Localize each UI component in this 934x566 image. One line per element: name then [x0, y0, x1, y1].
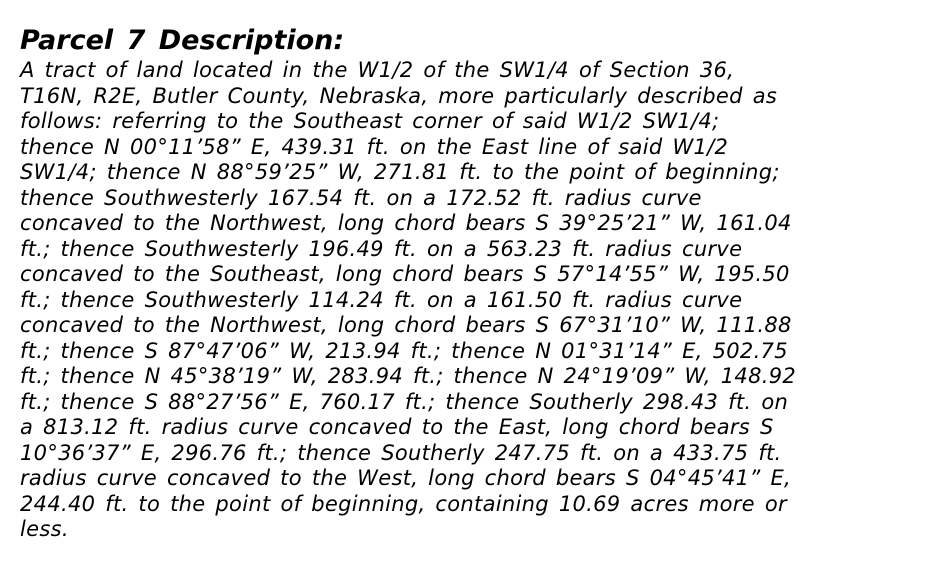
description-line: concaved to the Northwest, long chord bears S 67°31’10” W, 111.88 [20, 313, 792, 337]
description-line: thence N 00°11’58” E, 439.31 ft. on the East line of said W1/2 [20, 134, 729, 159]
description-line: thence Southwesterly 167.54 ft. on a 172.52 ft. radius curve [20, 185, 702, 210]
description-line: ft.; thence S 87°47’06” W, 213.94 ft.; thence N 01°31’14” E, 502.75 [20, 338, 788, 363]
description-line: T16N, R2E, Butler County, Nebraska, more particularly described as [20, 83, 778, 108]
description-line: ft.; thence Southwesterly 196.49 ft. on a 563.23 ft. radius curve [20, 236, 743, 261]
parcel-title: Parcel 7 Description: [20, 25, 345, 56]
description-line: 244.40 ft. to the point of beginning, containing 10.69 acres more or [20, 491, 787, 516]
description-line: A tract of land located in the W1/2 of the SW1/4 of Section 36, [20, 58, 735, 82]
description-line: concaved to the Southeast, long chord bears S 57°14’55” W, 195.50 [20, 262, 790, 286]
description-line: concaved to the Northwest, long chord bears S 39°25’21” W, 161.04 [20, 211, 792, 235]
description-line: SW1/4; thence N 88°59’25” W, 271.81 ft. to the point of beginning; [20, 160, 780, 184]
description-line: ft.; thence Southwesterly 114.24 ft. on a 161.50 ft. radius curve [20, 287, 743, 312]
parcel-description [20, 58, 910, 543]
description-line: radius curve concaved to the West, long chord bears S 04°45’41” E, [20, 466, 792, 490]
description-line: follows: referring to the Southeast corner of said W1/2 SW1/4; [20, 109, 720, 133]
description-line: 10°36’37” E, 296.76 ft.; thence Southerly 247.75 ft. on a 433.75 ft. [20, 440, 782, 465]
description-line: ft.; thence N 45°38’19” W, 283.94 ft.; thence N 24°19’09” W, 148.92 [20, 364, 797, 388]
description-line: less. [20, 517, 69, 541]
description-line: ft.; thence S 88°27’56” E, 760.17 ft.; thence Southerly 298.43 ft. on [20, 389, 789, 414]
description-line: a 813.12 ft. radius curve concaved to the East, long chord bears S [20, 415, 774, 439]
